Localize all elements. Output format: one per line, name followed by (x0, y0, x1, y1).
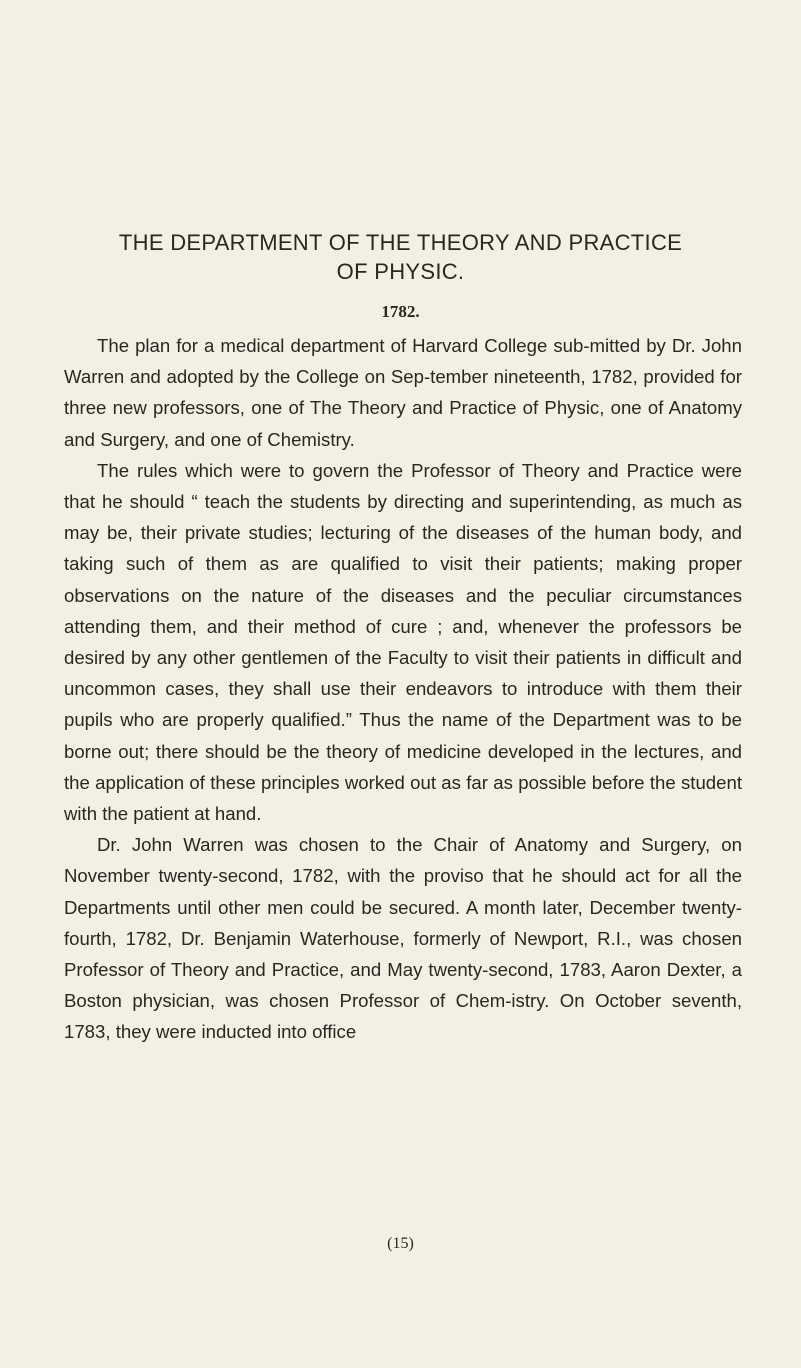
paragraph-appointments: Dr. John Warren was chosen to the Chair of Anatomy and Surgery, on November twenty-second, 1782, with the proviso that he should act for all the Departments until other men could be secured. A month later, December twenty-fourth, 1782, Dr. Benjamin Waterhouse, formerly of Newport, R.I., was chosen Professor of Theory and Practice, and May twenty-second, 1783, Aaron Dexter, a Boston physician, was chosen Professor of Chem-istry. On October seventh, 1783, they were inducted into office (64, 834, 742, 1043)
paragraph-plan: The plan for a medical department of Harvard College sub-mitted by Dr. John Warren and adopted by the College on Sep-tember nineteenth, 1782, provided for three new professors, one of The Theory and Practice of Physic, one of Anatomy and Surgery, and one of Chemistry. (64, 335, 742, 450)
chapter-heading (60, 228, 741, 286)
body-text (64, 330, 742, 1048)
page-number: (15) (387, 1235, 414, 1252)
paragraph-rules: The rules which were to govern the Professor of Theory and Practice were that he should “ teach the students by directing and superintending, as much as may be, their private studies; lecturing of the diseases of the human body, and taking such of them as are qualified to visit their patients; making proper observations on the nature of the diseases and the peculiar circumstances attending them, and their method of cure ; and, whenever the professors be desired by any other gentlemen of the Faculty to visit their patients in difficult and uncommon cases, they shall use their endeavors to introduce with them their pupils who are properly qualified.” Thus the name of the Department was to be borne out; there should be the theory of medicine developed in the lectures, and the application of these principles worked out as far as possible before the student with the patient at hand. (64, 459, 742, 825)
chapter-year: 1782. (381, 302, 420, 321)
chapter-heading-line-1: THE DEPARTMENT OF THE THEORY AND PRACTICE (118, 230, 683, 255)
chapter-heading-line-2: OF PHYSIC. (336, 259, 465, 284)
